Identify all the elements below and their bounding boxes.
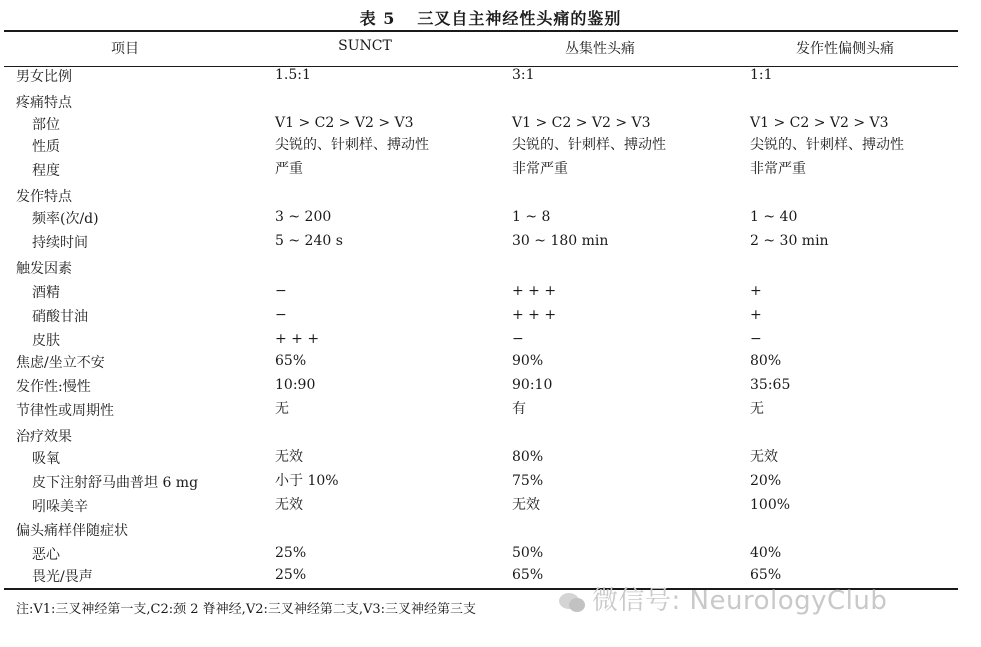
cell-paroxysmal: 100% xyxy=(750,497,791,513)
row-label: 治疗效果 xyxy=(16,429,72,445)
row-label: 硝酸甘油 xyxy=(32,309,88,325)
header-cluster: 丛集性头痛 xyxy=(565,41,635,57)
cell-paroxysmal: 35:65 xyxy=(750,377,791,393)
cell-cluster: 90:10 xyxy=(512,377,553,393)
wechat-icon xyxy=(558,591,586,613)
cell-suncr: 无效 xyxy=(275,497,303,513)
table-title xyxy=(0,6,981,29)
cell-cluster: V1 > C2 > V2 > V3 xyxy=(512,115,651,131)
cell-paroxysmal: 20% xyxy=(750,473,782,489)
cell-suncr: 1.5:1 xyxy=(275,67,311,83)
cell-paroxysmal: − xyxy=(750,331,762,347)
cell-paroxysmal: + xyxy=(750,283,762,299)
cell-cluster: 1 ~ 8 xyxy=(512,209,551,225)
table-number: 表 5 xyxy=(359,9,396,28)
row-label: 皮下注射舒马曲普坦 6 mg xyxy=(32,475,199,491)
cell-cluster: 75% xyxy=(512,473,544,489)
cell-paroxysmal: 40% xyxy=(750,545,782,561)
cell-cluster: − xyxy=(512,331,524,347)
cell-cluster: 无效 xyxy=(512,497,540,513)
row-label: 程度 xyxy=(32,163,60,179)
cell-cluster: 90% xyxy=(512,353,544,369)
header-rule xyxy=(4,66,958,67)
table-title-text: 三叉自主神经性头痛的鉴别 xyxy=(417,9,622,28)
cell-suncr: 25% xyxy=(275,567,307,583)
cell-suncr: 严重 xyxy=(275,161,303,177)
cell-paroxysmal: 1:1 xyxy=(750,67,773,83)
cell-cluster: + + + xyxy=(512,307,557,323)
cell-paroxysmal: 1 ~ 40 xyxy=(750,209,798,225)
cell-suncr: 65% xyxy=(275,353,307,369)
header-sunct: SUNCT xyxy=(338,38,392,54)
cell-cluster: 3:1 xyxy=(512,67,535,83)
cell-suncr: 小于 10% xyxy=(275,473,339,489)
top-rule xyxy=(4,30,958,32)
row-label: 酒精 xyxy=(32,285,60,301)
row-label: 发作性:慢性 xyxy=(16,379,91,395)
row-label: 偏头痛样伴随症状 xyxy=(16,523,128,539)
cell-cluster: 有 xyxy=(512,401,526,417)
cell-paroxysmal: 无 xyxy=(750,401,764,417)
cell-paroxysmal: 非常严重 xyxy=(750,161,806,177)
cell-cluster: 非常严重 xyxy=(512,161,568,177)
row-label: 节律性或周期性 xyxy=(16,403,114,419)
header-paroxysmal: 发作性偏侧头痛 xyxy=(796,41,894,57)
cell-suncr: 无效 xyxy=(275,449,303,465)
cell-cluster: + + + xyxy=(512,283,557,299)
row-label: 恶心 xyxy=(32,547,60,563)
cell-suncr: 尖锐的、针刺样、搏动性 xyxy=(275,137,429,153)
row-label: 性质 xyxy=(32,139,60,155)
cell-cluster: 80% xyxy=(512,449,544,465)
header-item: 项目 xyxy=(111,41,139,57)
cell-paroxysmal: 80% xyxy=(750,353,782,369)
row-label: 皮肤 xyxy=(32,333,60,349)
row-label: 频率(次/d) xyxy=(32,211,99,227)
row-label: 发作特点 xyxy=(16,189,72,205)
cell-paroxysmal: 65% xyxy=(750,567,782,583)
cell-suncr: 25% xyxy=(275,545,307,561)
cell-paroxysmal: V1 > C2 > V2 > V3 xyxy=(750,115,889,131)
cell-paroxysmal: + xyxy=(750,307,762,323)
cell-suncr: − xyxy=(275,307,287,323)
row-label: 畏光/畏声 xyxy=(32,569,93,585)
cell-paroxysmal: 尖锐的、针刺样、搏动性 xyxy=(750,137,904,153)
cell-suncr: 无 xyxy=(275,401,289,417)
cell-paroxysmal: 2 ~ 30 min xyxy=(750,233,829,249)
row-label: 焦虑/坐立不安 xyxy=(16,355,105,371)
row-label: 吸氧 xyxy=(32,451,60,467)
row-label: 触发因素 xyxy=(16,261,72,277)
cell-cluster: 尖锐的、针刺样、搏动性 xyxy=(512,137,666,153)
row-label: 男女比例 xyxy=(16,69,72,85)
cell-cluster: 30 ~ 180 min xyxy=(512,233,609,249)
table-footnote: 注:V1:三叉神经第一支,C2:颈 2 脊神经,V2:三叉神经第二支,V3:三叉神经第三支 xyxy=(16,602,477,617)
cell-suncr: + + + xyxy=(275,331,320,347)
cell-cluster: 65% xyxy=(512,567,544,583)
row-label: 吲哚美辛 xyxy=(32,499,88,515)
row-label: 疼痛特点 xyxy=(16,95,72,111)
watermark-text: 微信号: NeurologyClub xyxy=(592,586,888,616)
cell-cluster: 50% xyxy=(512,545,544,561)
cell-suncr: 10:90 xyxy=(275,377,316,393)
cell-suncr: − xyxy=(275,283,287,299)
row-label: 持续时间 xyxy=(32,235,88,251)
watermark xyxy=(558,580,887,617)
cell-paroxysmal: 无效 xyxy=(750,449,778,465)
cell-suncr: 3 ~ 200 xyxy=(275,209,332,225)
cell-suncr: V1 > C2 > V2 > V3 xyxy=(275,115,414,131)
row-label: 部位 xyxy=(32,117,60,133)
cell-suncr: 5 ~ 240 s xyxy=(275,233,343,249)
